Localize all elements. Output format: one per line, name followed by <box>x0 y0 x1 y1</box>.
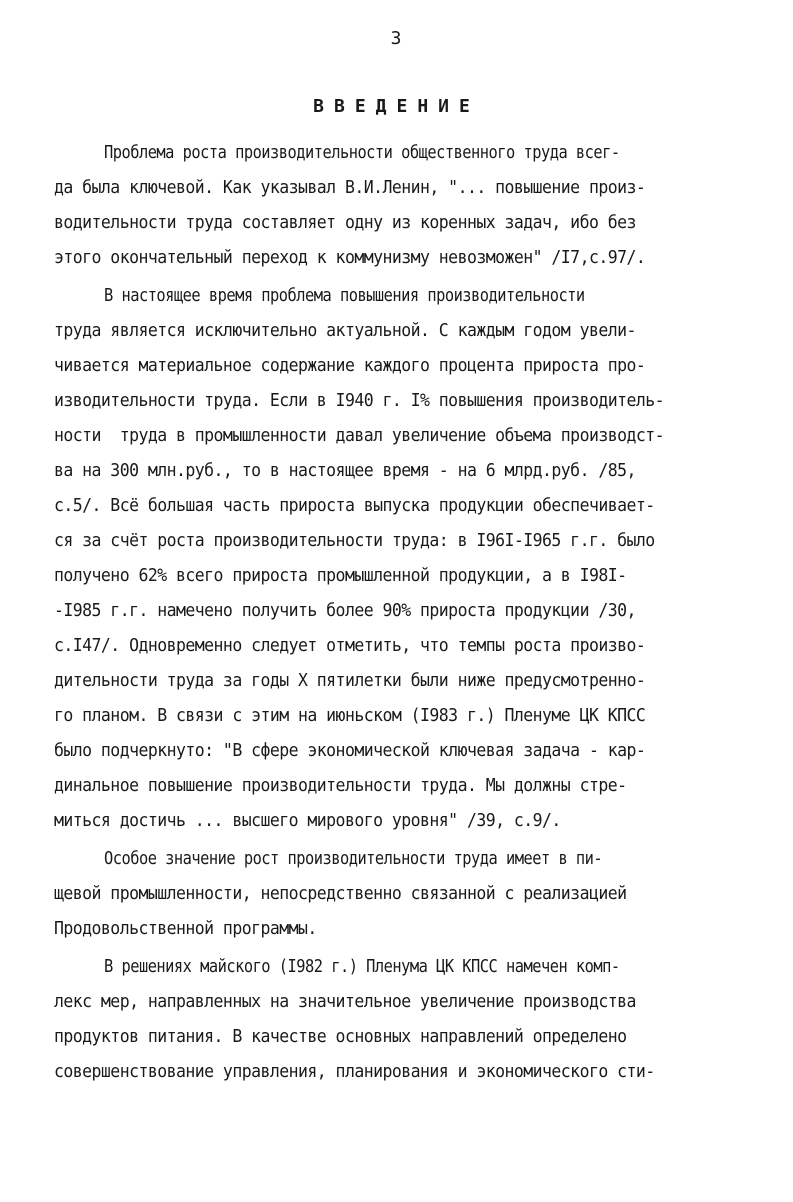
text-line: ва на 300 млн.руб., то в настоящее время - на 6 млрд.руб. /85, <box>54 460 636 481</box>
text-line: изводительности труда. Если в I940 г. I% повышения производитель- <box>54 390 665 411</box>
text-line: чивается материальное содержание каждого процента прироста про- <box>54 355 646 376</box>
text-line: совершенствование управления, планирования и экономического сти- <box>54 1061 655 1082</box>
text-line: этого окончательный переход к коммунизму невозможен" /I7,с.97/. <box>54 247 646 268</box>
text-line: щевой промышленности, непосредственно связанной с реализацией <box>54 883 627 904</box>
text-line: ности труда в промышленности давал увеличение объема производст- <box>54 425 665 446</box>
text-line: с.I47/. Одновременно следует отметить, что темпы роста произво- <box>54 635 646 656</box>
text-line: лекс мер, направленных на значительное увеличение производства <box>54 991 636 1012</box>
text-line: го планом. В связи с этим на июньском (I983 г.) Пленуме ЦК КПСС <box>54 705 646 726</box>
text-line: водительности труда составляет одну из коренных задач, ибо без <box>54 212 636 233</box>
text-line: с.5/. Всё большая часть прироста выпуска продукции обеспечивает- <box>54 495 655 516</box>
text-line: получено 62% всего прироста промышленной продукции, а в I98I- <box>54 565 627 586</box>
text-line: да была ключевой. Как указывал В.И.Ленин, "... повышение произ- <box>54 177 646 198</box>
text-line: динальное повышение производительности труда. Мы должны стре- <box>54 775 627 796</box>
text-line: В решениях майского (I982 г.) Пленума ЦК КПСС намечен комп- <box>104 956 620 977</box>
text-line: было подчеркнуто: "В сфере экономической ключевая задача - кар- <box>54 740 646 761</box>
text-line: продуктов питания. В качестве основных направлений определено <box>54 1026 627 1047</box>
text-line: миться достичь ... высшего мирового уровня" /39, с.9/. <box>54 810 561 831</box>
text-line: труда является исключительно актуальной. С каждым годом увели- <box>54 320 636 341</box>
text-line: В настоящее время проблема повышения производительности <box>104 285 585 306</box>
text-line: -I985 г.г. намечено получить более 90% прироста продукции /30, <box>54 600 636 621</box>
text-line: ся за счёт роста производительности труда: в I96I-I965 г.г. было <box>54 530 655 551</box>
page-number: 3 <box>390 28 403 49</box>
text-line: Проблема роста производительности общественного труда всег- <box>104 142 620 163</box>
section-heading: ВВЕДЕНИЕ <box>313 96 480 117</box>
text-line: Продовольственной программы. <box>54 918 317 939</box>
text-line: Особое значение рост производительности труда имеет в пи- <box>104 848 603 869</box>
text-line: дительности труда за годы X пятилетки были ниже предусмотренно- <box>54 670 646 691</box>
